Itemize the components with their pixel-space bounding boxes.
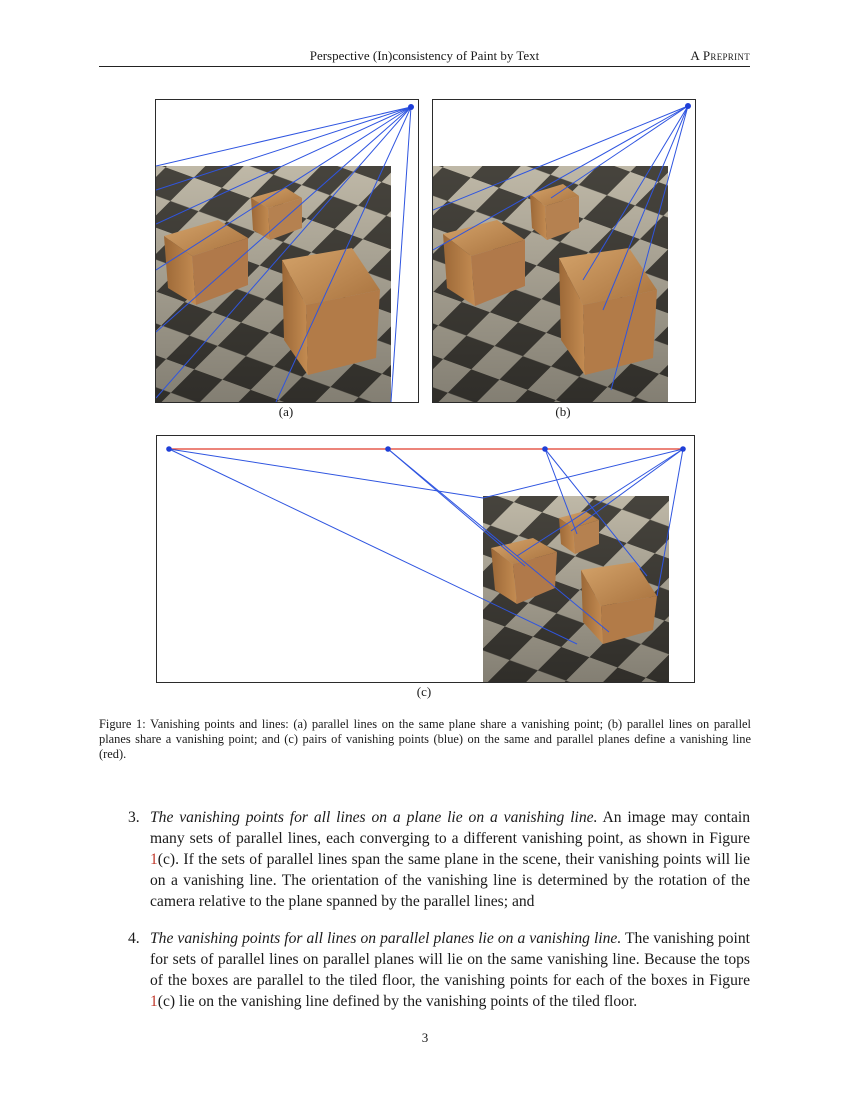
subcaption-a: (a) — [278, 404, 294, 419]
vanishing-point-c1 — [166, 446, 172, 452]
figure-panel-b — [432, 99, 696, 403]
vanishing-point-b — [685, 103, 691, 109]
list-item-4-text-a: The vanishing point for sets of parallel lines on parallel planes will lie on the same vanishing line. Because the tops of the boxes are parallel to the tiled floor, the vanishing points for each of the boxes in Figure — [150, 930, 750, 989]
figure-panel-a — [155, 99, 419, 403]
vanishing-point-a — [408, 104, 414, 110]
panel-c-illustration — [157, 436, 694, 682]
list-item-3-text-b: (c). If the sets of parallel lines span the same plane in the scene, their vanishing points will lie on a vanishing line. The orientation of the vanishing line is determined by the rotation of the camera relative to the plane spanned by the parallel lines; and — [150, 851, 750, 910]
list-item-4-number: 4. — [128, 930, 140, 947]
figure-reference-link[interactable]: 1 — [150, 993, 158, 1010]
list-item-3-lead: The vanishing points for all lines on a plane lie on a vanishing line. — [150, 809, 598, 826]
figure-reference-link[interactable]: 1 — [150, 851, 158, 868]
panel-a-illustration — [156, 100, 418, 402]
list-item-3-body — [150, 807, 750, 912]
figure-panel-c — [156, 435, 695, 683]
vanishing-point-c2 — [385, 446, 391, 452]
figure-caption: Figure 1: Vanishing points and lines: (a) parallel lines on the same plane share a vanishing point; (b) parallel lines on parallel planes share a vanishing point; and (c) pairs of vanishing points (blue) on the same and parallel planes define a vanishing line (red). — [99, 717, 751, 761]
list-item-4-lead: The vanishing points for all lines on parallel planes lie on a vanishing line. — [150, 930, 622, 947]
running-header-title: Perspective (In)consistency of Paint by Text — [309, 48, 540, 63]
subcaption-b: (b) — [555, 404, 571, 419]
list-item-4-body — [150, 928, 750, 1012]
page-number: 3 — [421, 1030, 429, 1045]
panel-b-illustration — [433, 100, 695, 402]
list-item-4-text-b: (c) lie on the vanishing line defined by the vanishing points of the tiled floor. — [157, 993, 638, 1010]
vanishing-point-c4 — [680, 446, 686, 452]
list-item-3-number: 3. — [128, 809, 140, 826]
vanishing-point-c3 — [542, 446, 548, 452]
running-header — [99, 48, 750, 67]
running-header-tag: A Preprint — [690, 48, 750, 63]
subcaption-c: (c) — [416, 684, 432, 699]
list-item-3-text-a: An image may contain many sets of parallel lines, each converging to a different vanishing point, as shown in Figure — [150, 809, 750, 847]
